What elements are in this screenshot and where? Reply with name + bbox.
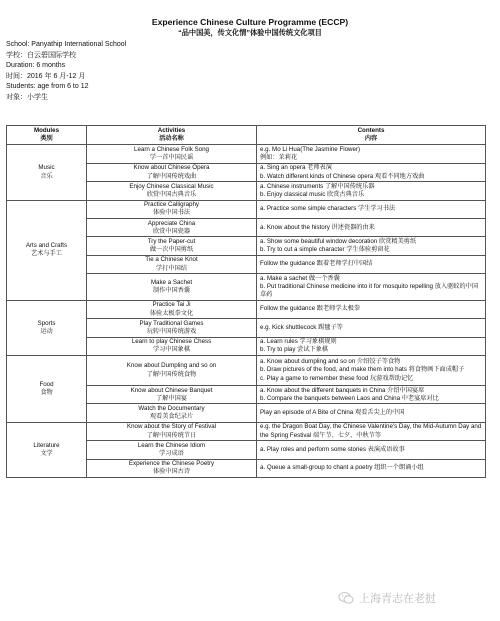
content-line: a. Know about the different banquets in China 介绍中国宴席	[260, 386, 425, 394]
content-line: b. Draw pictures of the food, and make them into hats 将食物画下面成帽子	[260, 366, 465, 374]
activity-cell	[87, 300, 257, 318]
table-row	[7, 145, 486, 163]
activity-cell	[87, 163, 257, 181]
content-line: a. Learn rules 学习象棋规则	[260, 338, 337, 346]
module-name-en: Music	[38, 164, 55, 172]
content-line: 例如：茉莉花	[260, 154, 298, 162]
activity-name-zh: 了解中国传统戏曲	[146, 172, 197, 180]
module-name-en: Literature	[33, 441, 60, 449]
activity-name-en: Know about Dumpling and so on	[126, 362, 217, 370]
info-line: 学校：白云碧国际学校	[6, 51, 76, 59]
table-row	[7, 200, 486, 218]
module-name-en: Food	[39, 380, 54, 388]
activity-cell	[87, 255, 257, 273]
activity-name-zh: 学一首中国民谣	[149, 154, 194, 162]
module-name-zh: 食物	[40, 388, 53, 396]
content-cell	[257, 274, 486, 301]
activity-cell	[87, 459, 257, 477]
content-line: b. Compare the banquets between Laos and China 中老宴席对比	[260, 394, 439, 402]
activity-name-en: Practice Calligraphy	[143, 201, 200, 209]
activity-cell	[87, 237, 257, 255]
activity-cell	[87, 386, 257, 404]
module-cell	[7, 200, 87, 300]
watermark-text: 上海青志在老挝	[359, 593, 436, 605]
watermark	[338, 588, 488, 608]
activity-name-zh: 观看美食纪录片	[149, 413, 194, 421]
activity-cell	[87, 274, 257, 301]
activity-name-en: Appreciate China	[147, 219, 196, 227]
activity-name-zh: 制作中国香囊	[152, 287, 191, 295]
content-cell	[257, 356, 486, 386]
activity-cell	[87, 182, 257, 200]
content-cell	[257, 441, 486, 459]
info-line: 对象：小学生	[6, 93, 48, 101]
content-cell	[257, 422, 486, 440]
module-name-zh: 文学	[40, 450, 53, 457]
activity-cell	[87, 200, 257, 218]
activity-name-zh: 体验太极拳文化	[149, 309, 194, 317]
content-line: Play an episode of A Bite of China 观看舌尖上的中国	[260, 409, 405, 417]
activity-cell	[87, 422, 257, 440]
table-row	[7, 356, 486, 386]
content-cell	[257, 255, 486, 273]
activity-name-en: Learn a Chinese Folk Song	[134, 145, 209, 153]
table-row	[7, 300, 486, 318]
content-line: a. Make a sachet 做一个香囊	[260, 274, 340, 282]
content-cell	[257, 300, 486, 318]
document-subtitle: “品中国美，传文化情”体验中国传统文化项目	[178, 28, 322, 37]
activity-name-zh: 了解中国传统节日	[146, 431, 197, 439]
activities-table	[6, 125, 486, 478]
content-line: a. Practice some simple characters 学生学习书法	[260, 205, 396, 213]
info-line: Students: age from 6 to 12	[6, 83, 89, 91]
activity-name-zh: 体验中国古诗	[152, 468, 191, 476]
content-line: a. Sing an opera 老师表演	[260, 164, 332, 172]
module-name-zh: 音乐	[40, 172, 53, 180]
activity-name-zh: 学打中国结	[156, 264, 187, 272]
content-line: e.g. Mo Li Hua(The Jasmine Flower)	[260, 145, 361, 153]
activity-name-en: Enjoy Chinese Classical Music	[129, 182, 214, 190]
activity-name-zh: 学习中国象棋	[152, 346, 191, 354]
activity-name-zh: 体验中国书法	[152, 209, 191, 217]
content-cell	[257, 459, 486, 477]
content-line: b. Try to cut a simple character 学生体验剪窗花	[260, 246, 390, 254]
content-cell	[257, 182, 486, 200]
activity-name-en: Practice Tai Ji	[152, 301, 191, 309]
activity-name-en: Make a Sachet	[150, 278, 193, 286]
content-line: a. Show some beautiful window decoration 欣赏精美剪纸	[260, 237, 417, 245]
wechat-icon	[338, 590, 354, 606]
module-cell	[7, 422, 87, 477]
activity-name-en: Know about Chinese Banquet	[130, 386, 213, 394]
content-cell	[257, 386, 486, 404]
activity-name-en: Learn to play Chinese Chess	[131, 338, 212, 346]
content-line: b. Watch different kinds of Chinese opera 观看不同地方戏曲	[260, 172, 425, 180]
content-cell	[257, 404, 486, 422]
activity-name-en: Play Traditional Games	[139, 319, 204, 327]
table-row	[7, 422, 486, 440]
activity-cell	[87, 337, 257, 355]
activity-cell	[87, 319, 257, 337]
module-name-zh: 运动	[40, 327, 53, 335]
activity-name-zh: 欣赏中国古典音乐	[146, 190, 197, 198]
activity-name-en: Watch the Documentary	[138, 404, 205, 412]
header-modules: Modules 类别	[7, 126, 87, 145]
content-cell	[257, 219, 486, 237]
content-cell	[257, 200, 486, 218]
activity-cell	[87, 219, 257, 237]
activity-name-zh: 了解中国传统食物	[146, 370, 197, 378]
activity-name-en: Learn the Chinese Idiom	[137, 441, 206, 449]
content-cell	[257, 145, 486, 163]
module-name-zh: 艺术与手工	[31, 250, 62, 258]
content-line: e.g. Kick shuttlecock 踢毽子等	[260, 323, 343, 331]
module-name-en: Sports	[37, 319, 56, 327]
program-info	[6, 40, 306, 104]
activity-cell	[87, 404, 257, 422]
activity-name-en: Tie a Chinese Knot	[145, 256, 198, 264]
module-cell	[7, 356, 87, 423]
activity-cell	[87, 145, 257, 163]
document-title: Experience Chinese Culture Programme (ECCP)	[151, 17, 349, 27]
header-activities: Activities 活动名称	[87, 126, 257, 145]
content-cell	[257, 163, 486, 181]
activity-name-zh: 欣赏中国瓷器	[152, 227, 191, 235]
activity-name-zh: 玩转中国传统游戏	[146, 327, 197, 335]
info-line: Duration: 6 months	[6, 62, 66, 70]
content-cell	[257, 319, 486, 337]
info-line: School: Panyathip International School	[6, 41, 127, 48]
content-line: a. Queue a small-group to chant a poetry 组织一个朗诵小组	[260, 464, 424, 472]
activity-cell	[87, 441, 257, 459]
content-line: b. Enjoy classical music 欣赏古典音乐	[260, 190, 365, 198]
activity-name-zh: 了解中国宴	[156, 394, 187, 402]
table-header-row	[7, 126, 486, 145]
header-contents: Contents 内容	[257, 126, 486, 145]
content-cell	[257, 337, 486, 355]
content-line: a. Know about dumpling and so on 介绍饺子等食物	[260, 358, 401, 366]
content-line: a. Chinese instruments 了解中国传统乐器	[260, 182, 375, 190]
content-line: Follow the guidance 跟老师学太极拳	[260, 305, 361, 313]
content-line: a. Play roles and perform some stories 表演成语故事	[260, 445, 405, 453]
activity-name-en: Try the Paper-cut	[147, 237, 196, 245]
content-line: e.g. the Dragon Boat Day, the Chinese Valentine's Day, the Mid-Autumn Day and the Spring Festival 端午节、七夕、中秋节等	[260, 423, 482, 439]
activity-name-zh: 学习成语	[159, 450, 184, 457]
content-line: b. Try to play 尝试下象棋	[260, 346, 329, 354]
activity-cell	[87, 356, 257, 386]
content-line: b. Put traditional Chinese medicine into it for mosquito repelling 放入驱蚊的中国草药	[260, 282, 479, 299]
content-cell	[257, 237, 486, 255]
activity-name-en: Know about the Story of Festival	[126, 423, 217, 431]
activity-name-en: Experience the Chinese Poetry	[128, 460, 215, 468]
module-cell	[7, 300, 87, 355]
info-line: 时间：2016 年 6 月-12 月	[6, 72, 86, 80]
content-line: Follow the guidance 跟着老师学打中国结	[260, 260, 373, 268]
content-line: c. Play a game to remember these food 玩游戏帮助记忆	[260, 374, 414, 382]
activity-name-zh: 做一次中国剪纸	[149, 246, 194, 254]
activity-name-en: Know about Chinese Opera	[133, 164, 210, 172]
module-cell	[7, 145, 87, 200]
content-line: a. Know about the history 讲述瓷器的由来	[260, 223, 375, 231]
module-name-en: Arts and Crafts	[25, 242, 68, 250]
